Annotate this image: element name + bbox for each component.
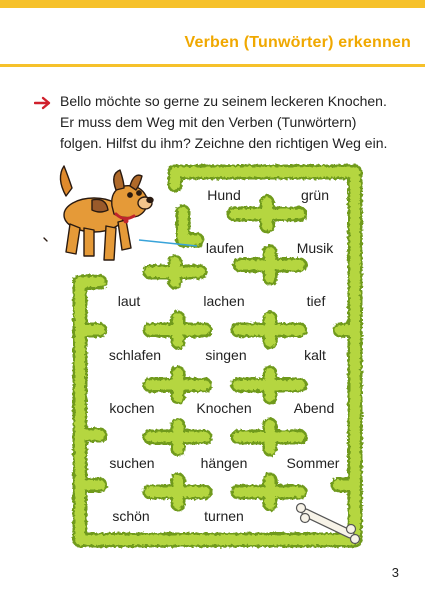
- maze-word: singen: [205, 347, 247, 363]
- maze-word: tief: [306, 293, 326, 309]
- page-title: Verben (Tunwörter) erkennen: [184, 34, 411, 51]
- maze-word: laufen: [205, 240, 245, 256]
- maze-word: grün: [300, 187, 330, 203]
- page-number: 3: [391, 565, 399, 580]
- maze-word: Hund: [207, 187, 241, 203]
- dog-illustration: [44, 166, 153, 260]
- maze-word: kochen: [109, 400, 155, 416]
- maze-word: kalt: [304, 347, 326, 363]
- instruction-line: folgen. Hilfst du ihm? Zeichne den richtigen Weg ein.: [60, 135, 388, 151]
- maze-word: suchen: [109, 455, 155, 471]
- maze-word: Sommer: [286, 455, 340, 471]
- maze-word: Abend: [293, 400, 335, 416]
- maze-word: Knochen: [196, 400, 252, 416]
- maze-word: schlafen: [108, 347, 162, 363]
- maze-word: turnen: [204, 508, 244, 524]
- maze-word: laut: [117, 293, 141, 309]
- maze-word: hängen: [200, 455, 248, 471]
- maze-word: lachen: [203, 293, 245, 309]
- maze-word: Musik: [296, 240, 334, 256]
- instruction-line: Bello möchte so gerne zu seinem leckeren Knochen.: [60, 93, 387, 109]
- instruction-line: Er muss dem Weg mit den Verben (Tunwörtern): [60, 114, 357, 130]
- maze-word: schön: [112, 508, 150, 524]
